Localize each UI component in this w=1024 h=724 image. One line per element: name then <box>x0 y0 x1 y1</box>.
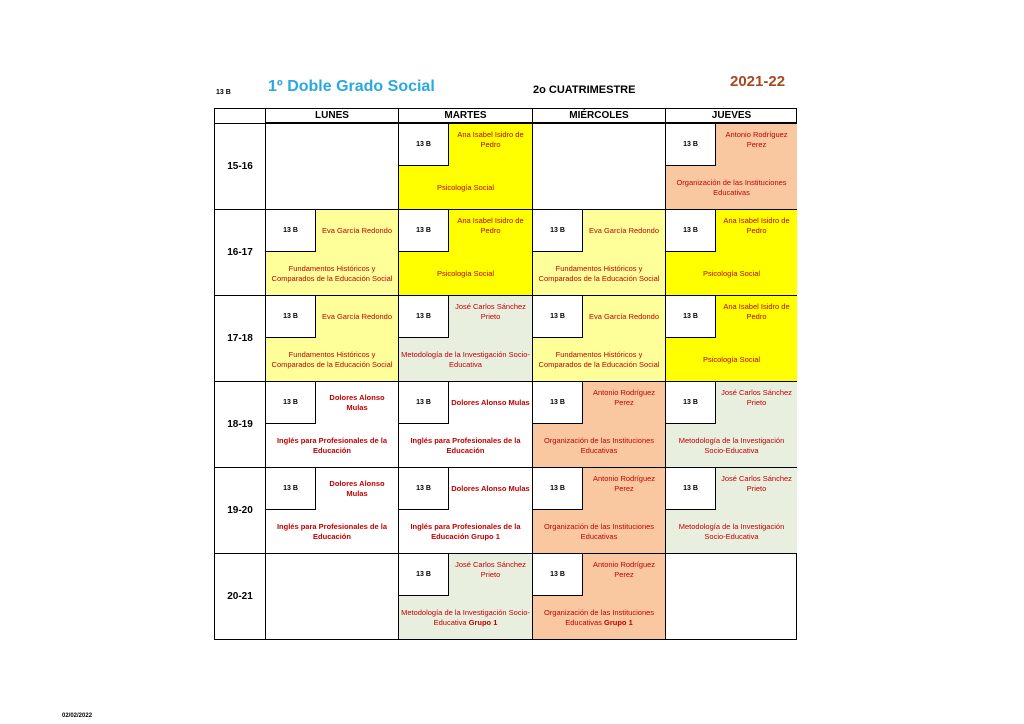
subject-text: Metodología de la Investigación Socio-Educativa <box>401 607 530 627</box>
class-slot <box>398 467 532 553</box>
teacher-name: José Carlos Sánchez Prieto <box>455 302 526 321</box>
time-slot: 15-16 <box>215 123 265 209</box>
subject-name <box>399 510 532 553</box>
day-header-wednesday: MIÉRCOLES <box>532 109 665 123</box>
room-box: 13 B <box>399 468 449 510</box>
teacher-name: José Carlos Sánchez Prieto <box>721 388 792 407</box>
subject-name: Inglés para Profesionales de la Educación <box>276 521 388 541</box>
room-box: 13 B <box>533 210 583 252</box>
subject-name: Psicología Social <box>436 182 495 192</box>
teacher-name: Antonio Rodríguez Perez <box>592 474 656 493</box>
subject-name: Organización de las Instituciones Educativas <box>543 521 655 541</box>
room-box: 13 B <box>399 554 449 596</box>
room-box: 13 B <box>666 124 716 166</box>
subject-name: Fundamentos Históricos y Comparados de la Educación Social <box>271 263 393 283</box>
teacher-name: Eva García Redondo <box>588 226 660 235</box>
time-slot: 17-18 <box>215 295 265 381</box>
class-slot <box>398 553 532 639</box>
class-slot <box>265 467 398 553</box>
subject-name: Metodología de la Investigación Socio-Educativa <box>678 435 785 455</box>
room-box: 13 B <box>666 210 716 252</box>
group-label: Grupo 1 <box>604 617 633 627</box>
subject-name <box>399 596 532 639</box>
room-box: 13 B <box>533 468 583 510</box>
room-box: 13 B <box>666 382 716 424</box>
subject-name: Fundamentos Históricos y Comparados de la Educación Social <box>538 263 660 283</box>
teacher-name: Ana Isabel Isidro de Pedro <box>457 216 524 235</box>
teacher-name: Ana Isabel Isidro de Pedro <box>723 216 790 235</box>
room-box: 13 B <box>266 296 316 338</box>
empty-slot <box>265 553 398 639</box>
class-slot <box>665 209 797 295</box>
class-slot <box>665 123 797 209</box>
teacher-name: Dolores Alonso Mulas <box>329 393 385 412</box>
time-slot: 18-19 <box>215 381 265 467</box>
teacher-name: Antonio Rodríguez Perez <box>592 560 656 579</box>
day-header-tuesday: MARTES <box>398 109 532 123</box>
subject-name: Inglés para Profesionales de la Educación <box>276 435 388 455</box>
subject-name: Organización de las Instituciones Educativas <box>543 435 655 455</box>
empty-slot <box>532 123 665 209</box>
teacher-name: Antonio Rodríguez Perez <box>725 130 788 149</box>
teacher-name: José Carlos Sánchez Prieto <box>455 560 526 579</box>
class-slot <box>265 295 398 381</box>
subject-name: Organización de las Instituciones Educativas <box>676 177 787 197</box>
semester-label: 2o CUATRIMESTRE <box>533 84 636 96</box>
class-slot <box>398 381 532 467</box>
subject-name: Inglés para Profesionales de la Educación <box>410 435 521 455</box>
class-slot <box>265 209 398 295</box>
room-box: 13 B <box>666 468 716 510</box>
class-slot <box>532 553 665 639</box>
teacher-name: Eva García Redondo <box>588 312 660 321</box>
subject-name: Psicología Social <box>702 354 761 364</box>
room-box: 13 B <box>266 382 316 424</box>
class-slot <box>532 381 665 467</box>
room-box: 13 B <box>399 296 449 338</box>
subject-name: Metodología de la Investigación Socio-Educativa <box>678 521 785 541</box>
subject-name: Psicología Social <box>702 268 761 278</box>
subject-text: Organización de las Instituciones Educativas <box>543 607 655 627</box>
day-header-monday: LUNES <box>265 109 398 123</box>
time-slot: 20-21 <box>215 553 265 639</box>
class-slot <box>398 209 532 295</box>
subject-text: Inglés para Profesionales de la Educación <box>410 521 521 541</box>
teacher-name: Ana Isabel Isidro de Pedro <box>723 302 790 321</box>
time-slot: 19-20 <box>215 467 265 553</box>
class-slot <box>532 209 665 295</box>
schedule-table <box>214 108 797 640</box>
subject-name: Metodología de la Investigación Socio-Educativa <box>401 349 530 369</box>
room-box: 13 B <box>533 554 583 596</box>
empty-slot <box>265 123 398 209</box>
subject-name: Fundamentos Históricos y Comparados de la Educación Social <box>538 349 660 369</box>
academic-year: 2021-22 <box>730 73 786 90</box>
group-label: Grupo 1 <box>471 531 500 541</box>
subject-name: Fundamentos Históricos y Comparados de la Educación Social <box>271 349 393 369</box>
teacher-name: Dolores Alonso Mulas <box>451 484 530 493</box>
empty-slot <box>665 553 797 639</box>
time-slot: 16-17 <box>215 209 265 295</box>
page-title: 1º Doble Grado Social <box>268 78 435 95</box>
teacher-name: Dolores Alonso Mulas <box>451 398 530 407</box>
class-slot <box>665 295 797 381</box>
class-slot <box>665 381 797 467</box>
teacher-name: Eva García Redondo <box>321 312 393 321</box>
teacher-name: Eva García Redondo <box>321 226 393 235</box>
group-label: Grupo 1 <box>468 617 498 627</box>
class-slot <box>532 295 665 381</box>
footer-date: 02/02/2022 <box>62 713 93 719</box>
room-box: 13 B <box>399 124 449 166</box>
room-box: 13 B <box>266 468 316 510</box>
teacher-name: Dolores Alonso Mulas <box>329 479 385 498</box>
room-box: 13 B <box>266 210 316 252</box>
teacher-name: Ana Isabel Isidro de Pedro <box>457 130 524 149</box>
room-box: 13 B <box>399 210 449 252</box>
room-box: 13 B <box>399 382 449 424</box>
room-box: 13 B <box>533 382 583 424</box>
room-box: 13 B <box>666 296 716 338</box>
teacher-name: José Carlos Sánchez Prieto <box>721 474 792 493</box>
teacher-name: Antonio Rodríguez Perez <box>592 388 656 407</box>
day-header-thursday: JUEVES <box>665 109 797 123</box>
class-slot <box>532 467 665 553</box>
subject-name <box>533 596 665 639</box>
room-code-label: 13 B <box>216 89 231 96</box>
subject-name: Psicología Social <box>436 268 495 278</box>
room-box: 13 B <box>533 296 583 338</box>
class-slot <box>265 381 398 467</box>
class-slot <box>665 467 797 553</box>
class-slot <box>398 123 532 209</box>
class-slot <box>398 295 532 381</box>
